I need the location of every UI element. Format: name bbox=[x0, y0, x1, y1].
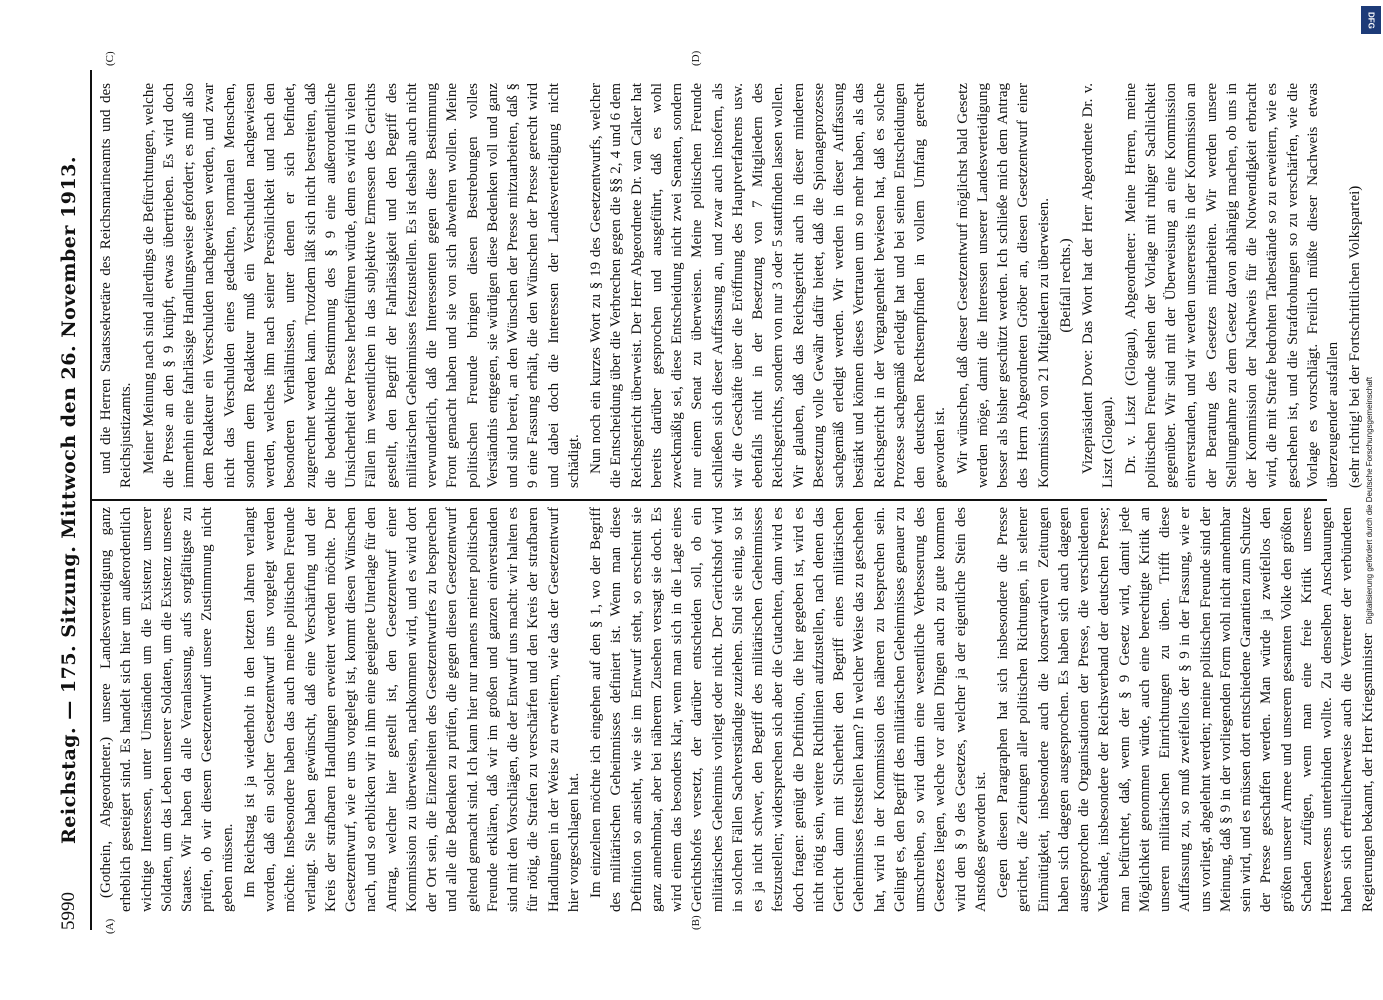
right-paragraph: Dr. v. Liszt (Glogau), Abgeordneter: Meine Herren, meine politischen Freunde stehen der Vorlage mit ruhiger Sachlichkeit gegenüber. Wir sind mit der Überweisung an eine Kommission einverstanden, und wir werden unsererseits in der Kommission an der Beratung des Gesetzes mitarbeiten. Wir werden unsere Stellungnahme zu dem Gesetz davon abhängig machen, ob uns in der Kommission der Nachweis für die Notwendigkeit erbracht wird, die mit Strafe bedrohten Tatbestände so zu erweitern, wie es geschehen ist, und die Strafdrohungen so zu verschärfen, wie die Vorlage es vorschlägt. Freilich müßte dieser Nachweis etwas überzeugender ausfallen bbox=[1122, 83, 1341, 488]
left-paragraph: Gegen diesen Paragraphen hat sich insbesondere die Presse gerichtet, die Zeitungen aller politischen Richtungen, in seltener Einmütigkeit, insbesondere auch die konservativen Zeitungen haben sich dagegen ausgesprochen. Es haben sich auch dagegen ausgesprochen die Organisationen der Presse, die verschiedenen Verbände, insbesondere der Reichsverband der deutschen Presse; man befürchtet, daß, wenn der § 9 Gesetz wird, damit jede Möglichkeit genommen würde, auch eine berechtigte Kritik an unseren militärischen Einrichtungen zu üben. Trifft diese Auffassung zu, so muß zweifellos der § 9 in der Fassung, wie er uns vorliegt, abgelehnt werden; meine politischen Freunde sind der Meinung, daß § 9 in der vorliegenden Form wohl nicht annehmbar sein wird, und es müssen dort entschiedene Garantien zum Schutze der Presse geschaffen werden. Man würde ja zweifellos den größten unserer Armee und unserem gesamten Volke den größten Schaden zufügen, wenn man eine freie Kritik unseres Heereswesens unterbinden wollte. Zu denselben Anschauungen haben sich erfreulicherweise auch die Vertreter der verbündeten Regierungen bekannt, der Herr Kriegsminister bbox=[995, 507, 1376, 912]
right-paragraph: Meiner Meinung nach sind allerdings die Befürchtungen, welche die Presse an den § 9 knüpft, etwas übertrieben. Es wird doch immerhin eine fahrlässige Handlungsweise gefordert; es muß also dem Redakteur ein Verschulden nachgewiesen werden, und zwar nicht das Verschulden eines gedachten, normalen Menschen, sondern dem Redakteur muß ein Verschulden nachgewiesen werden, welches ihm nach seiner Persönlichkeit und nach den besonderen Verhältnissen, unter denen er sich befindet, zugerechnet werden kann. Trotzdem läßt sich nicht bestreiten, daß die bedenkliche Bestimmung des § 9 eine außerordentliche Unsicherheit der Presse herbeiführen würde, denn es wird in vielen Fällen im wesentlichen in das subjektive Ermessen des Gerichts gestellt, den Begriff der Fahrlässigkeit und den Begriff des militärischen Geheimnisses festzustellen. Es ist deshalb auch nicht verwunderlich, daß die Interessenten gegen diese Bestimmung Front gemacht haben und sie von sich abwehren wollen. Meine politischen Freunde bringen diesen Bestrebungen volles Verständnis entgegen, sie würdigen diese Bedenken voll und ganz und sind bereit, an den Wünschen der Presse mitzuarbeiten, daß § 9 eine Fassung erhält, die den Wünschen der Presse gerecht wird und dabei doch die Interessen der Landesverteidigung nicht schädigt. bbox=[140, 83, 582, 488]
right-paragraph: Nun noch ein kurzes Wort zu § 19 des Gesetzentwurfs, welcher die Entscheidung über die Verbrechen gegen die §§ 2, 4 und 6 dem Reichsgericht überweist. Der Herr Abgeordnete Dr. van Calker hat bereits darüber gesprochen und ausgeführt, daß es wohl zweckmäßig sei, diese Entscheidung nicht zwei Senaten, sondern nur einem Senat zu überweisen. Meine politischen Freunde schließen sich dieser Auffassung an, und zwar auch insofern, als wir die Geschäfte über die Eröffnung des Hauptverfahrens usw. ebenfalls nicht in der Besetzung von 7 Mitgliedern des Reichsgerichts, sondern von nur 3 oder 5 stattfinden lassen wollen. Wir glauben, daß das Reichsgericht auch in dieser minderen Besetzung volle Gewähr dafür bietet, daß die Spionageprozesse sachgemäß erledigt werden. Wir werden in dieser Auffassung bestärkt und können dieses Vertrauen um so mehr haben, als das Reichsgericht in der Vergangenheit bewiesen hat, daß es solche Prozesse sachgemäß erledigt hat und bei seinen Entscheidungen den deutschen Rechtsempfinden in vollem Umfang gerecht geworden ist. bbox=[588, 83, 949, 488]
right-paragraph: (sehr richtig! bei der Fortschrittlichen Volkspartei) bbox=[1347, 185, 1364, 488]
funding-note: Digitalisierung gefördert durch die Deutsche Forschungsgemeinschaft bbox=[1365, 376, 1375, 624]
digitization-side-note bbox=[1357, 0, 1383, 1000]
left-paragraph: Im einzelnen möchte ich eingehen auf den § 1, wo der Begriff des militärischen Geheimnisses definiert ist. Wenn man diese Definition so ansieht, wie sie im Entwurf steht, so erscheint sie ganz annehmbar, aber bei näherem Zusehen versagt sie doch. Es wird einem das besonders klar, wenn man sich in die Lage eines Gerichtshofes versetzt, der darüber entscheiden soll, ob ein militärisches Geheimnis vorliegt oder nicht. Der Gerichtshof wird in solchen Fällen Sachverständige zuziehen. Sind sie einig, so ist es ja nicht schwer, den Begriff des militärischen Geheimnisses festzustellen; widersprechen sich aber die Gutachten, dann wird es doch fragen: genügt die Definition, die hier gegeben ist, wird es nicht nötig sein, weitere Richtlinien aufzustellen, nach denen das Gericht dann mit Sicherheit den Begriff eines militärischen Geheimnisses feststellen kann? In welcher Weise das zu geschehen hat, wird in der Kommission des näheren zu besprechen sein. Gelingt es, den Begriff des militärischen Geheimnisses genauer zu umschreiben, so wird darin eine wesentliche Verbesserung des Gesetzes liegen, welche vor allen Dingen auch zu gute kommen wird den § 9 des Gesetzes, welcher ja der eigentliche Stein des Anstoßes geworden ist. bbox=[588, 507, 989, 912]
running-title: Reichstag. — 175. Sitzung. Mittwoch den 26. November 1913. bbox=[58, 156, 80, 844]
page-header bbox=[58, 70, 86, 930]
margin-marker-b: (B) bbox=[690, 915, 702, 930]
margin-marker-c: (C) bbox=[104, 51, 116, 66]
right-paragraph: Vizepräsident Dove: Das Wort hat der Herr Abgeordnete Dr. v. Liszt (Glogau). bbox=[1080, 83, 1117, 488]
left-paragraph: (Gothein, Abgeordneter.) unsere Landesverteidigung ganz erheblich gesteigert sind. Es handelt sich hier um außerordentlich wichtige Interessen, unter Umständen um die Existenz unserer Soldaten, um das Leben unserer Soldaten, um die Existenz unseres Staates. Wir haben da alle Veranlassung, aufs sorgfältigste zu prüfen, ob wir diesem Gesetzentwurf unsere Zustimmung nicht geben müssen. bbox=[98, 507, 236, 912]
right-column bbox=[96, 83, 1364, 488]
right-paragraph: Wir wünschen, daß dieser Gesetzentwurf möglichst bald Gesetz werden möge, damit die Interessen unserer Landesverteidigung besser als bisher geschützt werden. Ich schließe mich dem Antrag des Herrn Abgeordneten Gröber an, diesen Gesetzentwurf einer Kommission von 21 Mitgliedern zu überweisen. bbox=[954, 83, 1052, 488]
page-number: 5990 bbox=[58, 892, 79, 930]
left-paragraph: Im Reichstag ist ja wiederholt in den letzten Jahren verlangt worden, daß ein solcher Gesetzentwurf uns vorgelegt werden möchte. Insbesondere haben das auch meine politischen Freunde verlangt. Sie haben gewünscht, daß eine Verschärfung und der Kreis der strafbaren Handlungen erweitert werden möchte. Der Gesetzentwurf, wie er uns vorgelegt ist, kommt diesen Wünschen nach, und so erblicken wir in ihm eine geeignete Unterlage für den Antrag, welcher hier gestellt ist, den Gesetzentwurf einer Kommission zu überweisen, nachkommen wird, und es wird dort der Ort sein, die Einzelheiten des Gesetzentwurfes zu besprechen und alle die Bedenken zu prüfen, die gegen diesen Gesetzentwurf geltend gemacht sind. Ich kann hier nur namens meiner politischen Freunde erklären, daß wir im großen und ganzen einverstanden sind mit den Vorschlägen, die der Entwurf uns macht: wir halten es für nötig, die Strafen zu verschärfen und den Kreis der strafbaren Handlungen in der Weise zu erweitern, wie das der Gesetzentwurf hier vorgeschlagen hat. bbox=[241, 507, 582, 912]
left-column bbox=[96, 507, 1376, 912]
dfg-logo: DFG bbox=[1361, 6, 1381, 34]
column-divider bbox=[92, 499, 1327, 501]
margin-marker-d: (D) bbox=[690, 50, 702, 66]
right-paragraph: und die Herren Staatssekretäre des Reichsmarineamts und des Reichsjustizamts. bbox=[98, 83, 135, 488]
right-paragraph: (Beifall rechts.) bbox=[1057, 238, 1074, 333]
margin-marker-a: (A) bbox=[104, 918, 116, 934]
